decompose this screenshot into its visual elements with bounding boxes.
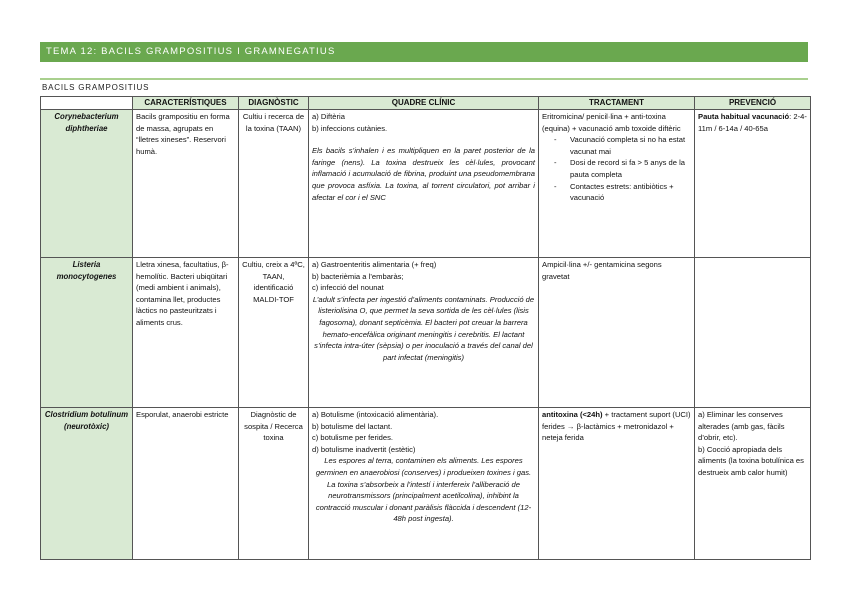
divider bbox=[40, 78, 808, 80]
table-row bbox=[41, 408, 811, 560]
characteristics-cell: Lletra xinesa, facultatius, β-hemolític. Bacteri ubiqüitari (medi ambient i animals), contamina llet, productes làctics no pasteuritzats i aliments crus. bbox=[133, 258, 239, 408]
characteristics-cell: Esporulat, anaerobi estricte bbox=[133, 408, 239, 560]
clinical-description: Les espores al terra, contaminen els aliments. Les espores germinen en anaerobiosi (conserves) i produeixen toxines i gas. La toxina s’absorbeix a l’intestí i interfereix l’alliberació de neurotransmissors (principalment acetilcolina), inhibint la contracció muscular i donant paràlisis flàccida i descendent (12-48h post ingesta). bbox=[315, 456, 532, 524]
clinical-line: c) botulisme per ferides. bbox=[312, 433, 394, 443]
topic-banner bbox=[40, 42, 808, 62]
list-item: - Dosi de record si fa > 5 anys de la pauta completa bbox=[570, 157, 691, 180]
diagnosis-cell: Cultiu, creix a 4ºC, TAAN, identificació MALDI-TOF bbox=[239, 258, 309, 408]
topic-title: TEMA 12: BACILS GRAMPOSITIUS I GRAMNEGATIUS bbox=[46, 46, 336, 57]
organism-name: Corynebacterium diphtheriae bbox=[41, 110, 133, 258]
prevention-item: a) Eliminar les conserves alterades (amb gas, fàcils d’obrir, etc). bbox=[698, 410, 785, 443]
treatment-text: + tractament suport (UCI) ferides → β-lactàmics + metronidazol + neteja ferida bbox=[542, 410, 691, 443]
treatment-cell: Ampicil·lina +/- gentamicina segons gravetat bbox=[539, 258, 695, 408]
column-header: PREVENCIÓ bbox=[695, 97, 811, 110]
column-header: DIAGNÒSTIC bbox=[239, 97, 309, 110]
treatment-list bbox=[542, 134, 691, 204]
list-item: - Contactes estrets: antibiòtics + vacunació bbox=[570, 181, 691, 204]
characteristics-cell: Bacils grampositiu en forma de massa, agrupats en “lletres xineses”. Reservori humà. bbox=[133, 110, 239, 258]
clinical-description: Els bacils s’inhalen i es multipliquen en la paret posterior de la faringe (nens). La toxina destrueix les cèl·lules, provocant inflamació i acumulació de fibrina, produint una pseudomembrana que provoca asfíxia. La toxina, al torrent circulatori, pot arribar i afectar el cor i el SNC bbox=[312, 146, 535, 202]
clinical-line: a) Diftèria bbox=[312, 112, 345, 121]
clinical-line: a) Botulisme (intoxicació alimentària). bbox=[312, 410, 439, 419]
clinical-line: b) botulisme del lactant. bbox=[312, 421, 393, 431]
table-row bbox=[41, 110, 811, 258]
column-header: CARACTERÍSTIQUES bbox=[133, 97, 239, 110]
clinical-line: b) bacterièmia a l’embaràs; bbox=[312, 271, 404, 281]
list-item: - Vacunació completa si no ha estat vacunat mai bbox=[570, 134, 691, 157]
prevention-cell bbox=[695, 258, 811, 408]
prevention-text: : 2-4-11m / 6-14a / 40-65a bbox=[698, 112, 807, 133]
column-header: TRACTAMENT bbox=[539, 97, 695, 110]
bacteria-table bbox=[40, 96, 811, 560]
prevention-item: b) Cocció apropiada dels aliments (la toxina botulínica es destrueix amb calor humit) bbox=[698, 444, 804, 477]
clinical-cell bbox=[309, 110, 539, 258]
diagnosis-cell: Cultiu i recerca de la toxina (TAAN) bbox=[239, 110, 309, 258]
treatment-label: antitoxina (<24h) bbox=[542, 410, 603, 419]
table-row bbox=[41, 258, 811, 408]
clinical-cell bbox=[309, 408, 539, 560]
section-subheading: BACILS GRAMPOSITIUS bbox=[42, 83, 150, 92]
treatment-intro: Eritromicina/ penicil·lina + anti-toxina (equina) + vacunació amb toxoide diftèric bbox=[542, 112, 681, 133]
clinical-line: a) Gastroenteritis alimentaria (+ freq) bbox=[312, 260, 437, 269]
clinical-cell bbox=[309, 258, 539, 408]
organism-name: Clostridium botulinum (neurotòxic) bbox=[41, 408, 133, 560]
column-header: QUADRE CLÍNIC bbox=[309, 97, 539, 110]
treatment-cell bbox=[539, 408, 695, 560]
organism-name: Listeria monocytogenes bbox=[41, 258, 133, 408]
treatment-cell bbox=[539, 110, 695, 258]
clinical-line: b) infeccions cutànies. bbox=[312, 123, 388, 133]
diagnosis-cell: Diagnòstic de sospita / Recerca toxina bbox=[239, 408, 309, 560]
clinical-line: c) infecció del nounat bbox=[312, 283, 384, 293]
prevention-cell bbox=[695, 408, 811, 560]
clinical-line: d) botulisme inadvertit (estètic) bbox=[312, 444, 416, 454]
prevention-label: Pauta habitual vacunació bbox=[698, 112, 790, 121]
header-empty-cell bbox=[41, 97, 133, 110]
prevention-cell bbox=[695, 110, 811, 258]
clinical-description: L’adult s’infecta per ingestió d’aliments contaminats. Producció de listeriolisina O, que permet la seva sortida de les cèl·lules (lisis fagosoma), donant septicèmia. El bacteri pot creuar la barrera hemato-encefàlica originant meningitis i cerebritis. El lactant s’infecta intra-úter (sèpsia) o per inoculació a través del canal del part infectat (meningitis) bbox=[312, 294, 535, 362]
table-header-row bbox=[41, 97, 811, 110]
